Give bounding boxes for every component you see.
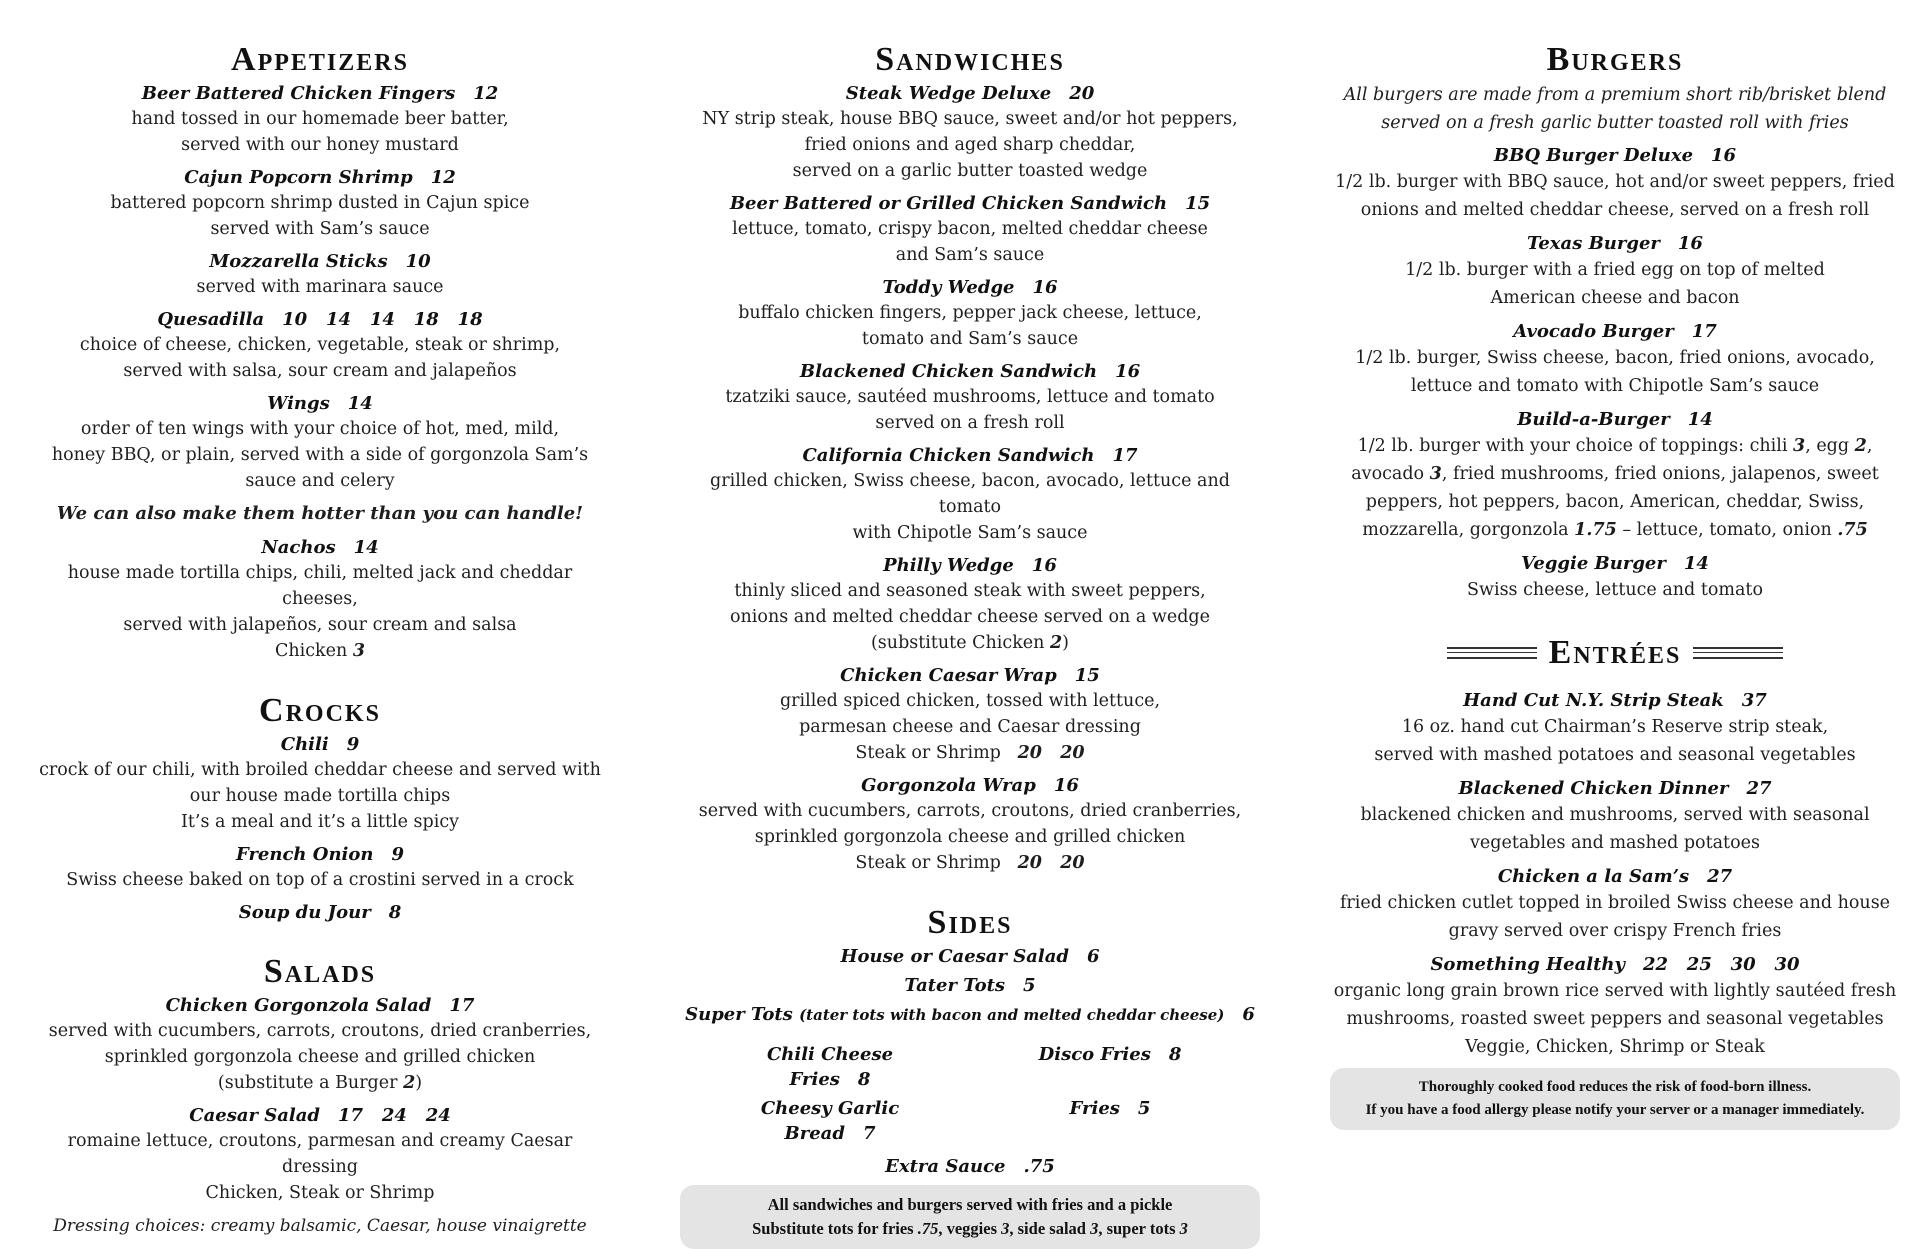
menu-item	[30, 900, 610, 925]
item-name: Super Tots	[685, 1004, 793, 1026]
item-desc: crock of our chili, with broiled cheddar cheese and served with	[39, 760, 601, 781]
item-name: Cheesy Garlic Bread	[760, 1098, 900, 1145]
intro-line: served on a fresh garlic butter toasted roll with fries	[1381, 113, 1849, 134]
sub-price: 20 20	[1017, 853, 1085, 874]
item-desc: house made tortilla chips, chili, melted jack and cheddar cheeses,	[67, 563, 573, 610]
item-desc: Swiss cheese baked on top of a crostini served in a crock	[66, 870, 574, 891]
burger-intro	[1330, 81, 1900, 137]
item-price: 8	[1168, 1044, 1182, 1066]
item-desc: 16 oz. hand cut Chairman’s Reserve strip steak,	[1401, 717, 1829, 738]
item-desc: Veggie, Chicken, Shrimp or Steak	[1465, 1037, 1765, 1058]
item-name: California Chicken Sandwich	[802, 445, 1095, 467]
item-desc: thinly sliced and seasoned steak with sweet peppers,	[734, 581, 1206, 602]
topping-price: .75	[1837, 520, 1868, 541]
item-desc: ,	[1866, 436, 1873, 457]
sub-close: )	[1062, 633, 1069, 654]
item-name: House or Caesar Salad	[840, 946, 1069, 968]
item-name: Fries	[1069, 1098, 1120, 1120]
item-desc: served on a garlic butter toasted wedge	[792, 161, 1148, 182]
item-desc: , fried mushrooms, fried onions, jalapenos, sweet	[1441, 464, 1879, 485]
item-desc: 1/2 lb. burger with a fried egg on top of melted	[1405, 260, 1825, 281]
item-desc: onions and melted cheddar cheese served on a wedge	[730, 607, 1210, 628]
item-price: 16	[1053, 775, 1079, 797]
menu-item	[30, 307, 610, 384]
sub-price: 2	[403, 1073, 416, 1094]
menu-item	[1330, 319, 1900, 400]
side-item	[680, 1002, 1260, 1028]
sides-row	[680, 1096, 1260, 1146]
sub-close: )	[415, 1073, 423, 1094]
item-desc: choice of cheese, chicken, vegetable, steak or shrimp,	[79, 335, 561, 356]
item-price: 17	[449, 995, 475, 1017]
item-desc: hand tossed in our homemade beer batter,	[131, 109, 509, 130]
intro-line: All burgers are made from a premium short rib/brisket blend	[1343, 85, 1887, 106]
salads-heading: Salads	[263, 953, 377, 991]
item-name: Something Healthy	[1430, 954, 1625, 976]
item-name: Wings	[267, 393, 330, 415]
side-item	[680, 1154, 1260, 1179]
item-price: 12	[473, 83, 499, 105]
item-price: 6	[1242, 1004, 1255, 1026]
item-desc: served with our honey mustard	[181, 135, 459, 156]
box-price: 3	[1090, 1219, 1099, 1239]
item-price: 27	[1746, 778, 1772, 800]
item-desc: organic long grain brown rice served with lightly sautéed fresh	[1333, 981, 1897, 1002]
item-desc: battered popcorn shrimp dusted in Cajun spice	[110, 193, 530, 214]
item-price: 9	[346, 734, 360, 756]
menu-item	[30, 535, 610, 664]
item-desc: served with marinara sauce	[196, 277, 444, 298]
item-desc: American cheese and bacon	[1490, 288, 1740, 309]
item-name: Disco Fries	[1038, 1044, 1151, 1066]
menu-item	[680, 663, 1260, 766]
item-price: 15	[1074, 665, 1100, 687]
item-price: 27	[1707, 866, 1733, 888]
item-desc: grilled chicken, Swiss cheese, bacon, avocado, lettuce and tomato	[710, 471, 1230, 518]
item-desc: 1/2 lb. burger with your choice of toppings: chili	[1357, 436, 1794, 457]
menu-item	[680, 81, 1260, 184]
menu-item	[30, 732, 610, 835]
menu-item	[1330, 864, 1900, 945]
item-name: Beer Battered or Grilled Chicken Sandwich	[729, 193, 1168, 215]
menu-item	[680, 773, 1260, 876]
menu-item	[30, 391, 610, 494]
fries-note-box	[680, 1185, 1260, 1249]
item-desc: parmesan cheese and Caesar dressing	[799, 717, 1141, 738]
sub-price: 2	[1049, 633, 1063, 654]
item-name: Cajun Popcorn Shrimp	[184, 167, 413, 189]
burgers-heading: Burgers	[1546, 41, 1684, 78]
menu-item	[1330, 688, 1900, 769]
item-name: Beer Battered Chicken Fingers	[141, 83, 456, 105]
item-name: Blackened Chicken Dinner	[1458, 778, 1729, 800]
item-desc: romaine lettuce, croutons, parmesan and creamy Caesar dressing	[67, 1131, 573, 1178]
item-name: Chili	[280, 734, 329, 756]
box-text: , super tots	[1098, 1219, 1180, 1239]
item-desc: – lettuce, tomato, onion	[1616, 520, 1838, 541]
item-desc: served with cucumbers, carrots, croutons, dried cranberries,	[698, 801, 1242, 822]
item-name: French Onion	[235, 844, 374, 866]
item-price: 10 14 14 18 18	[282, 309, 483, 331]
item-price: 7	[862, 1123, 876, 1145]
sub-label: Steak or Shrimp	[855, 743, 1001, 764]
item-desc: served with Sam’s sauce	[210, 219, 430, 240]
item-desc: It’s a meal and it’s a little spicy	[180, 812, 460, 833]
menu-item	[30, 1103, 610, 1206]
item-desc: vegetables and mashed potatoes	[1470, 833, 1760, 854]
item-desc: lettuce and tomato with Chipotle Sam’s sauce	[1410, 376, 1820, 397]
menu-item	[1330, 551, 1900, 604]
box-text: Substitute tots for fries	[752, 1219, 918, 1239]
item-desc: mushrooms, roasted sweet peppers and seasonal vegetables	[1346, 1009, 1884, 1030]
item-desc: blackened chicken and mushrooms, served with seasonal	[1360, 805, 1870, 826]
item-price: 5	[1137, 1098, 1151, 1120]
addon-label: Chicken	[274, 641, 348, 662]
dressing-note: Dressing choices: creamy balsamic, Caesar, house vinaigrette	[53, 1216, 587, 1237]
item-desc: onions and melted cheddar cheese, served on a fresh roll	[1360, 200, 1870, 221]
menu-item	[1330, 143, 1900, 224]
item-name: Gorgonzola Wrap	[861, 775, 1036, 797]
box-line: Thoroughly cooked food reduces the risk of food-born illness.	[1418, 1079, 1812, 1096]
item-name: Soup du Jour	[238, 902, 371, 924]
item-price: 6	[1086, 946, 1100, 968]
item-name: Philly Wedge	[883, 555, 1014, 577]
item-name: Avocado Burger	[1513, 321, 1674, 343]
item-desc: avocado	[1351, 464, 1430, 485]
item-price: 16	[1677, 233, 1703, 255]
menu-item	[1330, 952, 1900, 1061]
item-desc: served with cucumbers, carrots, croutons, dried cranberries,	[48, 1021, 592, 1042]
menu-item	[1330, 407, 1900, 544]
item-price: .75	[1023, 1156, 1055, 1178]
item-name: Chicken Caesar Wrap	[840, 665, 1057, 687]
item-desc: 1/2 lb. burger, Swiss cheese, bacon, fried onions, avocado,	[1355, 348, 1875, 369]
item-name: Nachos	[261, 537, 336, 559]
item-desc: sauce and celery	[245, 471, 395, 492]
item-desc: lettuce, tomato, crispy bacon, melted cheddar cheese	[732, 219, 1208, 240]
item-price: 20	[1069, 83, 1095, 105]
allergy-note-box	[1330, 1068, 1900, 1130]
menu-item	[1330, 231, 1900, 312]
item-desc: served with salsa, sour cream and jalapeños	[123, 361, 517, 382]
sides-heading: Sides	[927, 904, 1013, 942]
item-desc: sprinkled gorgonzola cheese and grilled chicken	[104, 1047, 536, 1068]
item-price: 16	[1711, 145, 1737, 167]
column-middle	[680, 40, 1260, 1249]
menu-item	[680, 191, 1260, 268]
sub-text: (substitute a Burger	[217, 1073, 404, 1094]
item-name: Toddy Wedge	[882, 277, 1015, 299]
item-price: 17	[1691, 321, 1717, 343]
column-left	[30, 40, 610, 1239]
entrees-header	[1330, 633, 1900, 672]
item-desc: served with jalapeños, sour cream and salsa	[123, 615, 517, 636]
sub-text: (substitute Chicken	[870, 633, 1050, 654]
sub-price: 20 20	[1017, 743, 1085, 764]
item-name: Extra Sauce	[885, 1156, 1006, 1178]
item-desc: with Chipotle Sam’s sauce	[852, 523, 1088, 544]
box-price: 3	[1001, 1219, 1010, 1239]
item-desc: order of ten wings with your choice of hot, med, mild,	[80, 419, 560, 440]
item-desc: Swiss cheese, lettuce and tomato	[1467, 580, 1763, 601]
item-price: 14	[347, 393, 373, 415]
item-price: 14	[353, 537, 379, 559]
item-desc: and Sam’s sauce	[895, 245, 1045, 266]
item-price: 17	[1112, 445, 1138, 467]
item-desc: Chicken, Steak or Shrimp	[205, 1183, 435, 1204]
item-desc: NY strip steak, house BBQ sauce, sweet and/or hot peppers,	[702, 109, 1238, 130]
item-name: Veggie Burger	[1521, 553, 1666, 575]
item-name: Caesar Salad	[189, 1105, 320, 1127]
item-price: 14	[1687, 409, 1713, 431]
item-price: 8	[857, 1069, 871, 1091]
item-name: Mozzarella Sticks	[209, 251, 388, 273]
item-price: 22 25 30 30	[1642, 954, 1800, 976]
item-desc: mozzarella, gorgonzola	[1362, 520, 1575, 541]
hotter-note: We can also make them hotter than you can handle!	[56, 503, 584, 525]
sides-row	[680, 1042, 1260, 1092]
item-desc: , egg	[1805, 436, 1855, 457]
menu-item	[680, 553, 1260, 656]
item-name: Tater Tots	[904, 975, 1006, 997]
box-price: 3	[1179, 1219, 1188, 1239]
item-note: (tater tots with bacon and melted cheddar cheese)	[799, 1006, 1225, 1025]
box-line: If you have a food allergy please notify your server or a manager immediately.	[1365, 1102, 1865, 1119]
entrees-heading: Entrées	[1548, 634, 1682, 672]
menu-item	[30, 993, 610, 1096]
topping-price: 1.75	[1574, 520, 1617, 541]
item-price: 12	[430, 167, 456, 189]
menu-item	[1330, 776, 1900, 857]
item-desc: tzatziki sauce, sautéed mushrooms, lettuce and tomato	[725, 387, 1215, 408]
item-name: Build-a-Burger	[1517, 409, 1670, 431]
menu-item	[680, 275, 1260, 352]
side-item	[680, 944, 1260, 969]
menu-item	[30, 165, 610, 242]
divider-rule	[1447, 647, 1537, 659]
menu-item	[30, 81, 610, 158]
box-price: .75	[917, 1219, 939, 1239]
item-desc: fried onions and aged sharp cheddar,	[804, 135, 1136, 156]
box-line: All sandwiches and burgers served with fries and a pickle	[767, 1195, 1173, 1215]
menu-item	[30, 249, 610, 300]
column-right	[1330, 40, 1900, 1130]
box-text: , side salad	[1009, 1219, 1091, 1239]
item-name: Chicken Gorgonzola Salad	[165, 995, 432, 1017]
menu-item	[680, 359, 1260, 436]
item-name: Chicken a la Sam’s	[1497, 866, 1690, 888]
item-price: 8	[388, 902, 402, 924]
item-name: Hand Cut N.Y. Strip Steak	[1463, 690, 1724, 712]
item-desc: our house made tortilla chips	[189, 786, 451, 807]
item-name: Blackened Chicken Sandwich	[799, 361, 1098, 383]
item-name: Texas Burger	[1527, 233, 1660, 255]
topping-price: 3	[1793, 436, 1806, 457]
item-desc: served on a fresh roll	[875, 413, 1065, 434]
item-name: Quesadilla	[157, 309, 265, 331]
appetizers-heading: Appetizers	[231, 41, 409, 78]
divider-rule	[1693, 647, 1783, 659]
box-text: , veggies	[938, 1219, 1002, 1239]
item-desc: peppers, hot peppers, bacon, American, cheddar, Swiss,	[1365, 492, 1865, 513]
menu-item	[680, 443, 1260, 546]
menu-item	[30, 842, 610, 893]
item-price: 17 24 24	[338, 1105, 451, 1127]
crocks-heading: Crocks	[259, 692, 381, 730]
item-price: 9	[391, 844, 405, 866]
item-desc: buffalo chicken fingers, pepper jack cheese, lettuce,	[738, 303, 1202, 324]
item-name: BBQ Burger Deluxe	[1493, 145, 1694, 167]
sandwiches-heading: Sandwiches	[875, 41, 1065, 78]
item-desc: sprinkled gorgonzola cheese and grilled chicken	[754, 827, 1186, 848]
item-price: 14	[1683, 553, 1709, 575]
item-name: Steak Wedge Deluxe	[845, 83, 1052, 105]
item-desc: tomato and Sam’s sauce	[861, 329, 1079, 350]
item-desc: grilled spiced chicken, tossed with lettuce,	[779, 691, 1161, 712]
item-name: Chili Cheese Fries	[766, 1044, 894, 1091]
item-desc: served with mashed potatoes and seasonal vegetables	[1374, 745, 1856, 766]
topping-price: 2	[1854, 436, 1867, 457]
addon-price: 3	[352, 641, 366, 662]
sub-label: Steak or Shrimp	[855, 853, 1001, 874]
item-price: 16	[1032, 277, 1058, 299]
item-price: 5	[1023, 975, 1036, 997]
item-desc: 1/2 lb. burger with BBQ sauce, hot and/or sweet peppers, fried	[1335, 172, 1895, 193]
item-price: 15	[1185, 193, 1211, 215]
item-desc: honey BBQ, or plain, served with a side of gorgonzola Sam’s	[51, 445, 589, 466]
item-desc: fried chicken cutlet topped in broiled Swiss cheese and house	[1339, 893, 1891, 914]
item-price: 37	[1741, 690, 1767, 712]
item-price: 16	[1031, 555, 1057, 577]
item-price: 16	[1115, 361, 1141, 383]
item-desc: gravy served over crispy French fries	[1448, 921, 1782, 942]
side-item	[680, 973, 1260, 998]
item-price: 10	[405, 251, 431, 273]
topping-price: 3	[1429, 464, 1442, 485]
